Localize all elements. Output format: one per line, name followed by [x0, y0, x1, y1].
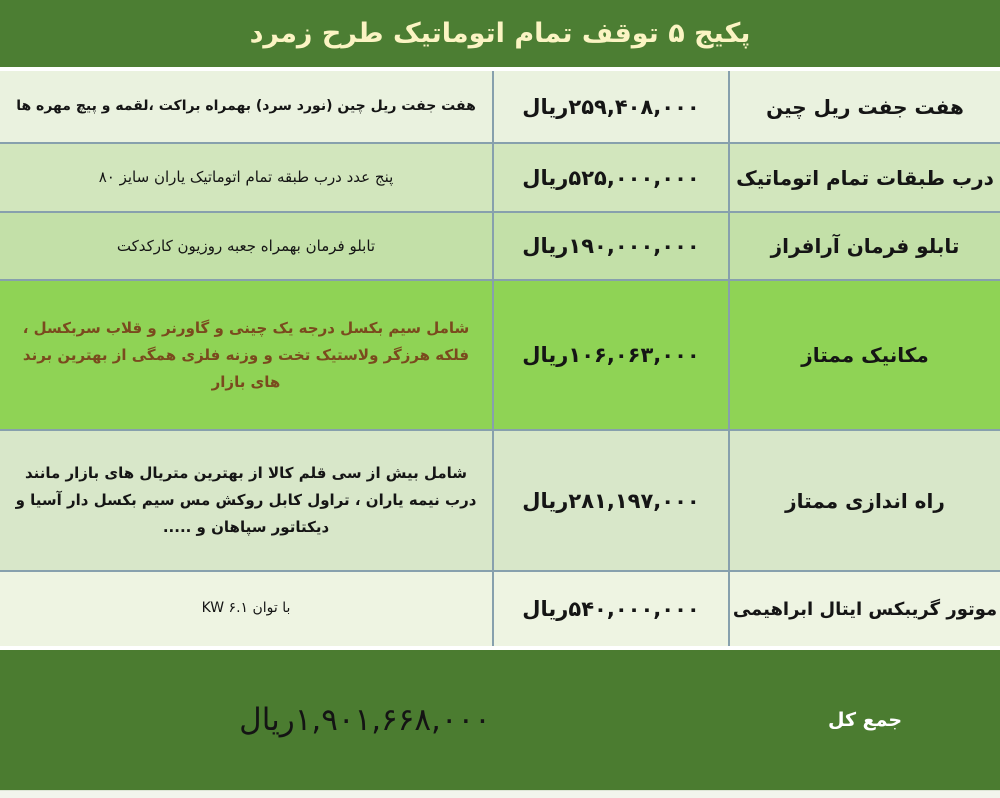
- item-price: ۱۹۰,۰۰۰,۰۰۰ریال: [492, 213, 730, 279]
- item-name: درب طبقات تمام اتوماتیک: [736, 165, 994, 190]
- item-name: هفت جفت ریل چین: [766, 94, 964, 119]
- bottom-strip: [0, 790, 1000, 798]
- item-price: ۲۵۹,۴۰۸,۰۰۰ریال: [492, 71, 730, 142]
- item-description: هفت جفت ریل چین (نورد سرد) بهمراه براکت ،لقمه و پیچ مهره ها: [16, 97, 476, 114]
- item-description: پنج عدد درب طبقه تمام اتوماتیک یاران سایز ۸۰: [98, 168, 394, 186]
- item-name: تابلو فرمان آرافراز: [770, 234, 960, 258]
- total-value: ۱,۹۰۱,۶۶۸,۰۰۰ریال: [239, 702, 491, 738]
- table-row: [0, 211, 1000, 279]
- item-price: ۵۴۰,۰۰۰,۰۰۰ریال: [492, 572, 730, 646]
- title-bar: [0, 0, 1000, 67]
- item-name: مکانیک ممتاز: [801, 343, 929, 367]
- item-price: ۲۸۱,۱۹۷,۰۰۰ریال: [492, 431, 730, 570]
- total-label-zone: [730, 709, 1000, 731]
- item-description: تابلو فرمان بهمراه جعبه روزیون کارکدکت: [116, 236, 376, 255]
- table-row-highlighted: [0, 279, 1000, 429]
- table-row: [0, 570, 1000, 646]
- total-label: جمع کل: [827, 709, 903, 731]
- page-title: پکیج ۵ توقف تمام اتوماتیک طرح زمرد: [249, 18, 751, 49]
- item-description: شامل بیش از سی قلم کالا از بهترین متریال های بازار مانند درب نیمه یاران ، تراول کابل روکش مس سیم بکسل دار آسیا و دیکتاتور سپاهان و .....: [15, 464, 477, 536]
- item-price: ۱۰۶,۰۶۳,۰۰۰ریال: [492, 281, 730, 429]
- item-description: شامل سیم بکسل درجه یک چینی و گاورنر و قلاب سربکسل ، فلکه هرزگر ولاستیک تخت و وزنه فلزی همگی از بهترین برند های بازار: [22, 318, 470, 391]
- item-description: با توان KW ۶.۱: [201, 600, 291, 617]
- total-bar: [0, 650, 1000, 790]
- price-table: [0, 71, 1000, 646]
- total-value-zone: [0, 702, 730, 738]
- item-name: موتور گریبکس ایتال ابراهیمی: [732, 598, 998, 620]
- table-row: [0, 142, 1000, 211]
- table-row: [0, 71, 1000, 142]
- item-price: ۵۲۵,۰۰۰,۰۰۰ریال: [492, 144, 730, 211]
- table-row: [0, 429, 1000, 570]
- item-name: راه اندازی ممتاز: [785, 488, 945, 513]
